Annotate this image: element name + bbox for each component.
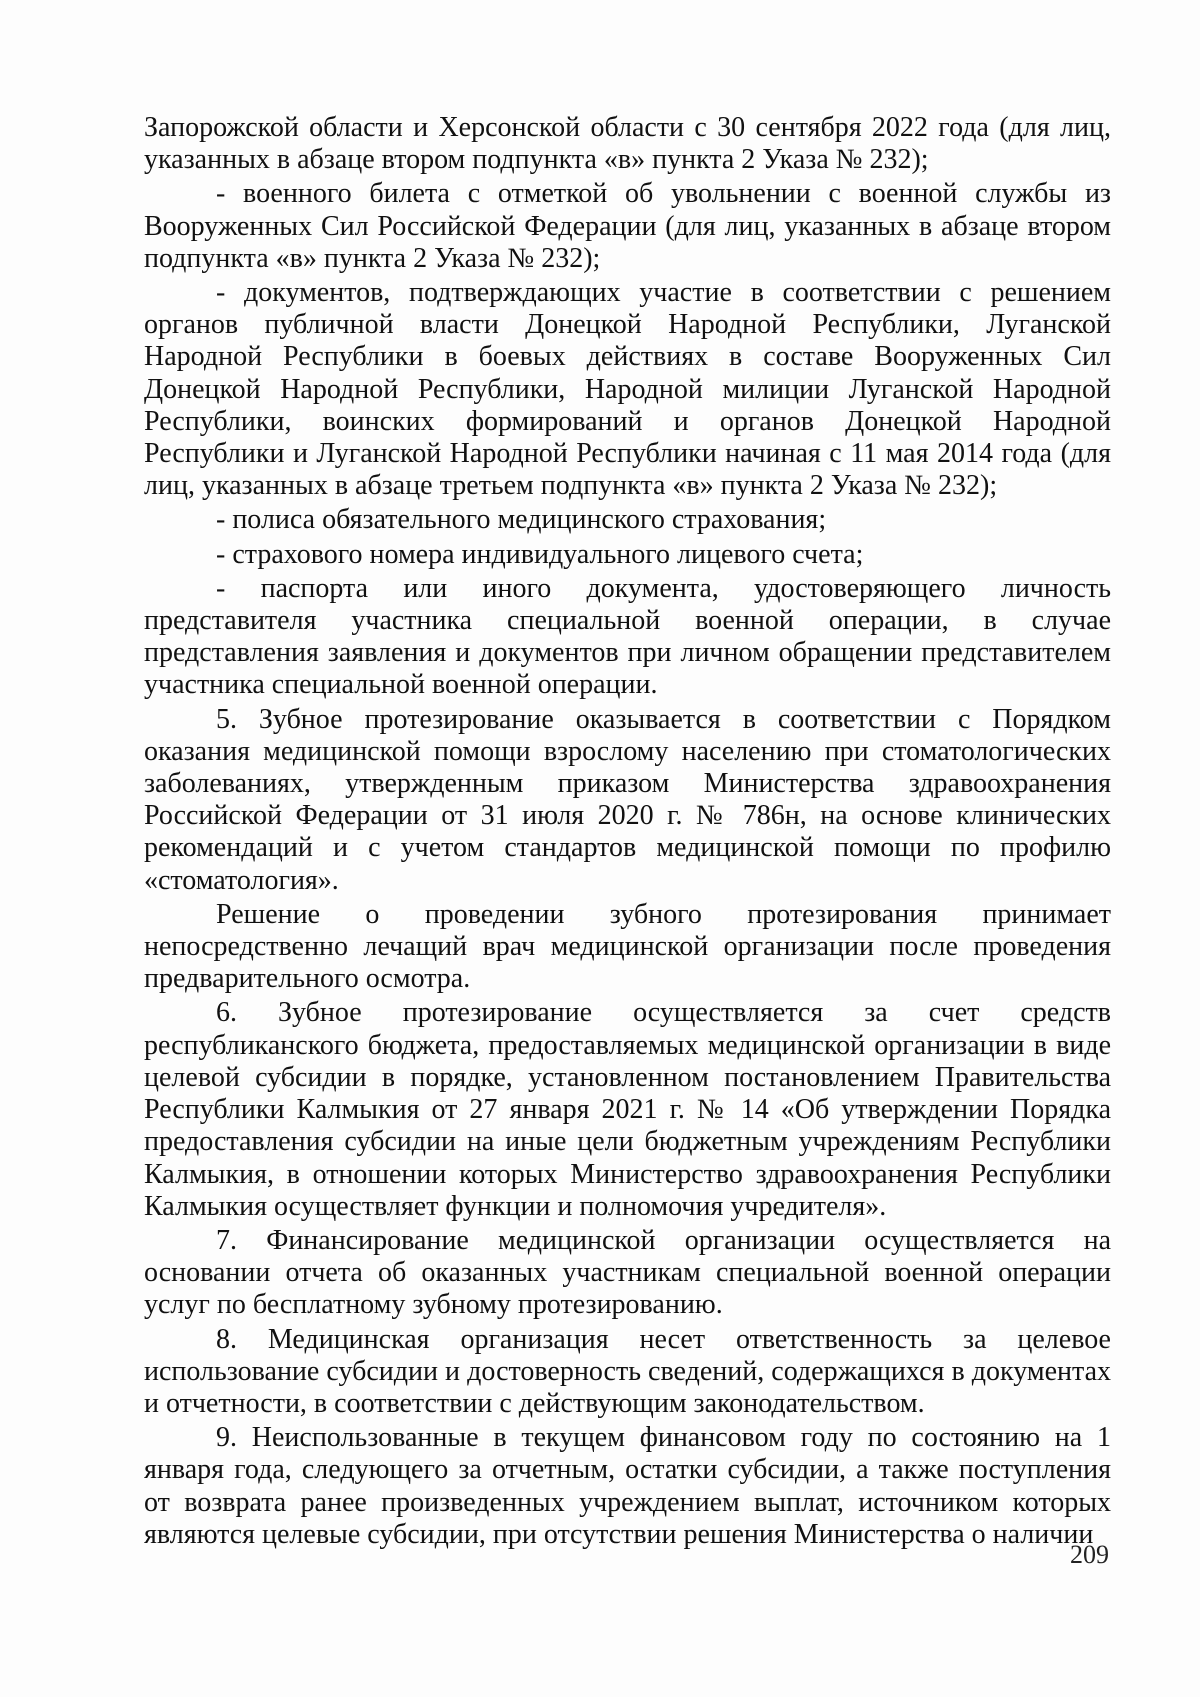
- document-body: [144, 112, 1111, 1551]
- list-item-insurance-number: - страхового номера индивидуального лицевого счета;: [216, 538, 864, 570]
- clause-5-decision: Решение о проведении зубного протезирования принимает непосредственно лечащий врач медицинской организации после проведения предварительного осмотра.: [144, 898, 1111, 995]
- clause-6: 6. Зубное протезирование осуществляется за счет средств республиканского бюджета, предоставляемых медицинской организации в виде целевой субсидии в порядке, установленном постановлением Правительства Республики Калмыкия от 27 января 2021 г. № 14 «Об утверждении Порядка предоставления субсидии на иные цели бюджетным учреждениям Республики Калмыкия, в отношении которых Министерство здравоохранения Республики Калмыкия осуществляет функции и полномочия учредителя».: [144, 997, 1111, 1222]
- paragraph-continuation: Запорожской области и Херсонской области с 30 сентября 2022 года (для лиц, указанных в абзаце втором подпункта «в» пункта 2 Указа № 232);: [144, 112, 1111, 176]
- list-item-passport: - паспорта или иного документа, удостоверяющего личность представителя участника специальной военной операции, в случае представления заявления и документов при личном обращении представителем участника специальной военной операции.: [144, 572, 1111, 701]
- clause-5: 5. Зубное протезирование оказывается в соответствии с Порядком оказания медицинской помощи взрослому населению при стоматологических заболеваниях, утвержденным приказом Министерства здравоохранения Российской Федерации от 31 июля 2020 г. № 786н, на основе клинических рекомендаций и с учетом стандартов медицинской помощи по профилю «стоматология».: [144, 703, 1111, 896]
- list-item-insurance-policy: - полиса обязательного медицинского страхования;: [216, 504, 827, 536]
- clause-7: 7. Финансирование медицинской организации осуществляется на основании отчета об оказанных участникам специальной военной операции услуг по бесплатному зубному протезированию.: [144, 1224, 1111, 1321]
- list-item-military-id: - военного билета с отметкой об увольнении с военной службы из Вооруженных Сил Российской Федерации (для лиц, указанных в абзаце втором подпункта «в» пункта 2 Указа № 232);: [144, 178, 1111, 274]
- page-number: 209: [1070, 1540, 1109, 1569]
- clause-9: 9. Неиспользованные в текущем финансовом году по состоянию на 1 января года, следующего за отчетным, остатки субсидии, а также поступления от возврата ранее произведенных учреждением выплат, источником которых являются целевые субсидии, при отсутствии решения Министерства о наличии: [144, 1422, 1111, 1550]
- clause-8: 8. Медицинская организация несет ответственность за целевое использование субсидии и достоверность сведений, содержащихся в документах и отчетности, в соответствии с действующим законодательством.: [144, 1323, 1111, 1419]
- list-item-participation-documents: - документов, подтверждающих участие в соответствии с решением органов публичной власти Донецкой Народной Республики, Луганской Народной Республики в боевых действиях в составе Вооруженных Сил Донецкой Народной Республики, Народной милиции Луганской Народной Республики, воинских формирований и органов Донецкой Народной Республики и Луганской Народной Республики начиная с 11 мая 2014 года (для лиц, указанных в абзаце третьем подпункта «в» пункта 2 Указа № 232);: [144, 277, 1111, 502]
